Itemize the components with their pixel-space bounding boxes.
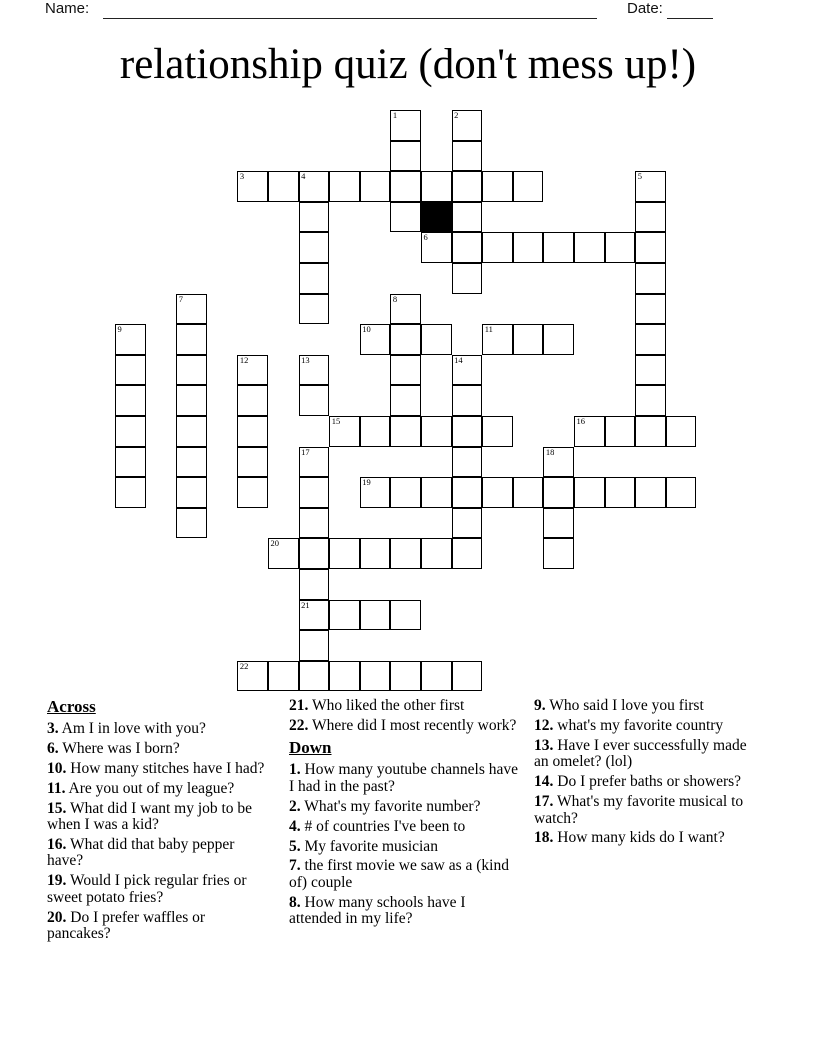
grid-cell[interactable] — [390, 110, 421, 141]
clue-22: 22. Where did I most recently work? — [289, 716, 517, 734]
grid-cell[interactable] — [452, 171, 483, 202]
clue-21: 21. Who liked the other first — [289, 697, 465, 714]
grid-cell[interactable] — [360, 416, 391, 447]
grid-cell[interactable] — [237, 661, 268, 692]
grid-cell[interactable] — [299, 294, 330, 325]
grid-cell[interactable] — [452, 661, 483, 692]
grid-cell[interactable] — [482, 324, 513, 355]
clue-5: 5. My favorite musician — [289, 837, 438, 855]
grid-cell[interactable] — [390, 141, 421, 172]
clue-number: 15. — [47, 799, 67, 817]
clue-number: 2. — [289, 797, 301, 815]
clue-number: 18. — [534, 829, 554, 847]
clue-2: 2. What's my favorite number? — [289, 797, 481, 815]
grid-cell[interactable] — [452, 508, 483, 539]
grid-cell[interactable] — [390, 355, 421, 386]
grid-cell[interactable] — [452, 447, 483, 478]
grid-cell[interactable] — [543, 477, 574, 508]
grid-cell-number: 4 — [301, 171, 306, 182]
grid-cell[interactable] — [299, 171, 330, 202]
grid-cell[interactable] — [513, 477, 544, 508]
grid-cell[interactable] — [115, 324, 146, 355]
grid-cell[interactable] — [605, 416, 636, 447]
grid-cell-number: 14 — [454, 354, 463, 365]
grid-cell[interactable] — [452, 538, 483, 569]
grid-cell[interactable] — [666, 477, 697, 508]
grid-cell[interactable] — [299, 232, 330, 263]
clue-6: 6. Where was I born? — [47, 739, 180, 757]
grid-cell[interactable] — [115, 355, 146, 386]
grid-cell[interactable] — [605, 477, 636, 508]
grid-cell[interactable] — [635, 232, 666, 263]
grid-cell-number: 2 — [454, 110, 459, 120]
grid-cell[interactable] — [360, 477, 391, 508]
grid-cell[interactable] — [115, 477, 146, 508]
grid-cell[interactable] — [115, 447, 146, 478]
grid-cell[interactable] — [452, 385, 483, 416]
grid-cell[interactable] — [390, 477, 421, 508]
grid-cell[interactable] — [543, 508, 574, 539]
clue-number: 13. — [534, 736, 554, 754]
grid-cell[interactable] — [176, 355, 207, 386]
grid-cell[interactable] — [268, 661, 299, 692]
clue-number: 7. — [289, 857, 301, 875]
grid-cell[interactable] — [329, 661, 360, 692]
grid-cell[interactable] — [299, 661, 330, 692]
grid-cell[interactable] — [421, 324, 452, 355]
grid-cell[interactable] — [329, 538, 360, 569]
clue-number: 17. — [534, 793, 554, 811]
grid-cell[interactable] — [543, 447, 574, 478]
grid-cell[interactable] — [452, 477, 483, 508]
grid-cell[interactable] — [543, 324, 574, 355]
grid-cell[interactable] — [390, 171, 421, 202]
page-title: relationship quiz (don't mess up!) — [119, 41, 697, 88]
grid-cell[interactable] — [635, 355, 666, 386]
clue-9: 9. Who said I love you first — [534, 697, 704, 714]
grid-cell[interactable] — [635, 171, 666, 202]
grid-cell-number: 21 — [301, 599, 310, 610]
clue-number: 22. — [289, 716, 309, 734]
grid-cell[interactable] — [176, 477, 207, 508]
grid-cell[interactable] — [176, 294, 207, 325]
grid-cell[interactable] — [452, 232, 483, 263]
grid-cell[interactable] — [452, 202, 483, 233]
clue-15: 15. What did I want my job to be when I was a kid? — [47, 799, 253, 834]
grid-cell[interactable] — [482, 416, 513, 447]
clue-number: 10. — [47, 759, 67, 777]
grid-cell[interactable] — [115, 385, 146, 416]
grid-cell[interactable] — [543, 232, 574, 263]
clue-10: 10. How many stitches have I had? — [47, 759, 265, 777]
grid-cell[interactable] — [176, 416, 207, 447]
grid-cell-number: 9 — [117, 324, 122, 335]
grid-cell[interactable] — [605, 232, 636, 263]
clue-20: 20. Do I prefer waffles or pancakes? — [47, 908, 206, 943]
grid-cell[interactable] — [268, 171, 299, 202]
grid-cell[interactable] — [299, 600, 330, 631]
clue-16: 16. What did that baby pepper have? — [47, 836, 235, 870]
grid-cell[interactable] — [390, 661, 421, 692]
clue-number: 9. — [534, 697, 546, 714]
grid-cell[interactable] — [390, 324, 421, 355]
clue-number: 8. — [289, 893, 301, 911]
grid-cell[interactable] — [452, 141, 483, 172]
grid-cell[interactable] — [360, 600, 391, 631]
grid-cell[interactable] — [176, 324, 207, 355]
clue-number: 20. — [47, 908, 67, 926]
clue-number: 21. — [289, 697, 309, 714]
grid-cell[interactable] — [635, 416, 666, 447]
clue-7: 7. the first movie we saw as a (kind of) couple — [289, 857, 509, 891]
clue-number: 14. — [534, 773, 554, 791]
grid-cell[interactable] — [482, 171, 513, 202]
clue-8: 8. How many schools have I attended in my life? — [289, 893, 466, 928]
grid-cell[interactable] — [635, 385, 666, 416]
crossword-grid — [115, 110, 698, 693]
grid-cell-number: 3 — [239, 171, 245, 182]
clue-number: 4. — [289, 817, 301, 835]
grid-cell[interactable] — [513, 171, 544, 202]
grid-cell[interactable] — [635, 324, 666, 355]
grid-cell-number: 15 — [331, 416, 341, 426]
grid-cell[interactable] — [299, 385, 330, 416]
clue-column-middle — [289, 698, 521, 931]
grid-cell-number: 5 — [637, 171, 642, 182]
clue-18: 18. How many kids do I want? — [534, 829, 725, 847]
grid-cell-number: 7 — [178, 293, 183, 304]
grid-cell[interactable] — [176, 447, 207, 478]
grid-cell[interactable] — [390, 385, 421, 416]
grid-cell[interactable] — [237, 355, 268, 386]
grid-cell[interactable] — [666, 416, 697, 447]
grid-cell-number: 13 — [301, 354, 310, 365]
grid-cell[interactable] — [176, 508, 207, 539]
grid-cell[interactable] — [574, 477, 605, 508]
grid-cell[interactable] — [237, 447, 268, 478]
grid-cell[interactable] — [360, 538, 391, 569]
grid-cell[interactable] — [452, 263, 483, 294]
grid-cell[interactable] — [635, 263, 666, 294]
grid-cell[interactable] — [268, 538, 299, 569]
clue-number: 19. — [47, 872, 67, 890]
grid-cell[interactable] — [390, 202, 421, 233]
grid-cell[interactable] — [390, 600, 421, 631]
grid-cell[interactable] — [543, 538, 574, 569]
grid-cell[interactable] — [635, 294, 666, 325]
grid-cell[interactable] — [390, 538, 421, 569]
grid-cell[interactable] — [574, 416, 605, 447]
grid-cell-number: 16 — [576, 416, 585, 426]
grid-cell[interactable] — [421, 538, 452, 569]
grid-cell-number: 11 — [484, 324, 493, 335]
grid-cell[interactable] — [390, 416, 421, 447]
grid-cell[interactable] — [299, 508, 330, 539]
grid-cell-number: 8 — [392, 293, 398, 304]
grid-cell[interactable] — [299, 538, 330, 569]
grid-cell[interactable] — [574, 232, 605, 263]
grid-cell[interactable] — [513, 324, 544, 355]
clue-column-across — [47, 698, 271, 946]
grid-cell-black — [421, 202, 452, 233]
grid-cell[interactable] — [299, 630, 330, 661]
grid-cell-number: 20 — [270, 538, 279, 549]
clue-column-down — [534, 698, 764, 850]
clue-number: 5. — [289, 837, 301, 855]
date-label: Date: — [627, 0, 663, 17]
grid-cell[interactable] — [237, 477, 268, 508]
clue-13: 13. Have I ever successfully made an omelet? (lol) — [534, 736, 747, 771]
grid-cell[interactable] — [421, 477, 452, 508]
grid-cell-number: 12 — [239, 354, 249, 365]
grid-cell[interactable] — [482, 232, 513, 263]
grid-cell[interactable] — [421, 171, 452, 202]
grid-cell[interactable] — [390, 294, 421, 325]
grid-cell-number: 17 — [301, 446, 310, 457]
clue-17: 17. What's my favorite musical to watch? — [534, 793, 744, 827]
grid-cell[interactable] — [452, 355, 483, 386]
clue-1: 1. How many youtube channels have I had in the past? — [289, 761, 518, 795]
grid-cell[interactable] — [299, 569, 330, 600]
clue-14: 14. Do I prefer baths or showers? — [534, 773, 742, 791]
grid-cell[interactable] — [635, 202, 666, 233]
grid-cell[interactable] — [329, 416, 360, 447]
name-input-line[interactable] — [103, 18, 597, 19]
across-heading: Across — [47, 697, 96, 716]
grid-cell[interactable] — [421, 416, 452, 447]
grid-cell-number: 10 — [362, 324, 371, 335]
grid-cell[interactable] — [299, 447, 330, 478]
grid-cell[interactable] — [329, 600, 360, 631]
clue-3: 3. Am I in love with you? — [47, 720, 206, 738]
grid-cell[interactable] — [299, 202, 330, 233]
grid-cell[interactable] — [299, 263, 330, 294]
grid-cell[interactable] — [452, 110, 483, 141]
clue-number: 1. — [289, 761, 301, 779]
grid-cell[interactable] — [421, 661, 452, 692]
grid-cell[interactable] — [513, 232, 544, 263]
grid-cell[interactable] — [421, 232, 452, 263]
down-heading: Down — [289, 738, 332, 758]
grid-cell-number: 1 — [392, 110, 398, 120]
clue-number: 11. — [47, 779, 66, 797]
date-input-line[interactable] — [667, 18, 713, 19]
clue-number: 3. — [47, 720, 59, 738]
grid-cell[interactable] — [635, 477, 666, 508]
clue-number: 12. — [534, 716, 554, 734]
clue-4: 4. # of countries I've been to — [289, 817, 466, 835]
grid-cell-number: 6 — [423, 232, 428, 243]
grid-cell[interactable] — [482, 477, 513, 508]
clue-19: 19. Would I pick regular fries or sweet potato fries? — [47, 872, 247, 906]
grid-cell[interactable] — [360, 171, 391, 202]
clue-12: 12. what's my favorite country — [534, 716, 724, 734]
grid-cell[interactable] — [176, 385, 207, 416]
grid-cell[interactable] — [237, 171, 268, 202]
grid-cell[interactable] — [299, 355, 330, 386]
clue-number: 16. — [47, 836, 67, 854]
grid-cell[interactable] — [452, 416, 483, 447]
clue-11: 11. Are you out of my league? — [47, 779, 235, 797]
grid-cell-number: 18 — [545, 446, 555, 457]
grid-cell[interactable] — [237, 385, 268, 416]
name-label: Name: — [45, 0, 90, 17]
clue-number: 6. — [47, 739, 59, 757]
grid-cell-number: 22 — [239, 660, 249, 671]
grid-cell[interactable] — [329, 171, 360, 202]
grid-cell[interactable] — [115, 416, 146, 447]
grid-cell[interactable] — [360, 324, 391, 355]
grid-cell[interactable] — [299, 477, 330, 508]
grid-cell[interactable] — [360, 661, 391, 692]
grid-cell[interactable] — [237, 416, 268, 447]
grid-cell-number: 19 — [362, 477, 371, 488]
